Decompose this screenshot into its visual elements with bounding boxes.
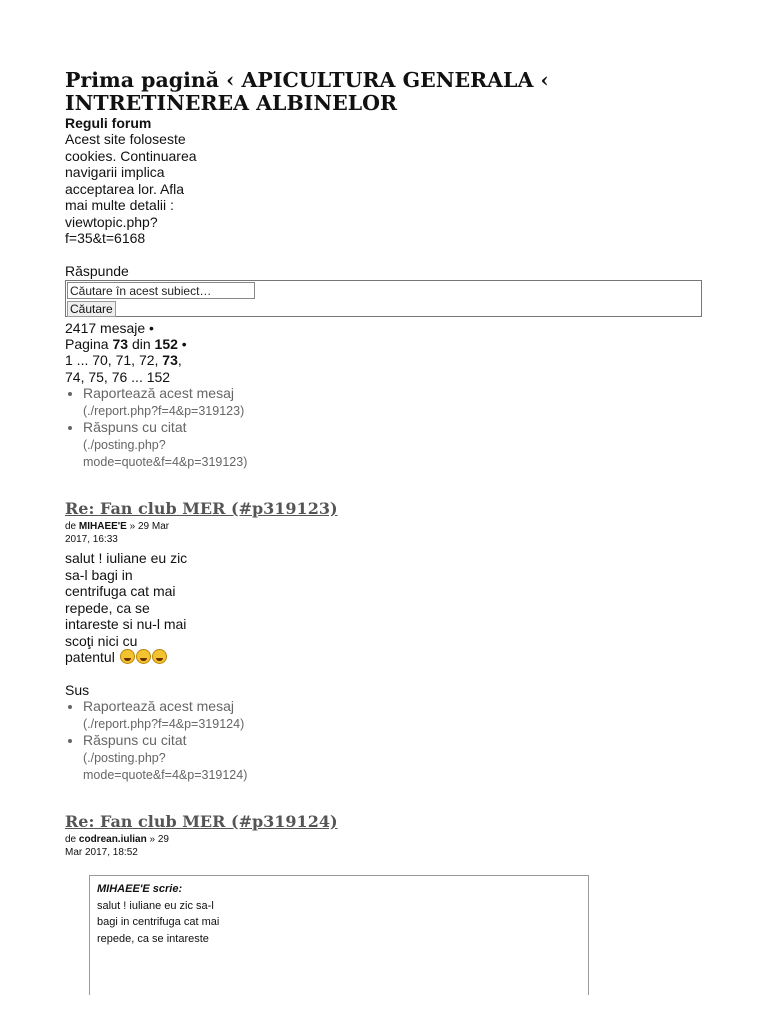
quote-link[interactable]: Răspuns cu citat — [83, 419, 187, 435]
report-url[interactable]: (./report.php?f=4&p=319123) — [83, 403, 245, 418]
page-label: Pagina — [65, 336, 109, 352]
pagination-pages-before[interactable]: 1 ... 70, 71, 72, — [65, 352, 159, 368]
post-actions-top — [65, 385, 273, 471]
breadcrumb-separator: ‹ — [533, 68, 549, 92]
rules-link[interactable]: Reguli forum — [65, 115, 152, 131]
post-actions-mid — [65, 698, 273, 784]
quote-action[interactable] — [83, 419, 273, 471]
messages-count: 2417 mesaje • — [65, 320, 154, 336]
post-text: salut ! iuliane eu zic sa-l bagi in centrifuga cat mai repede, ca se intareste si nu-l mai scoţi nici cu patentul — [65, 550, 188, 665]
quote-url[interactable]: (./posting.php?mode=quote&f=4&p=319124) — [83, 750, 248, 782]
pagination-links[interactable]: 1 ... 70, 71, 72, 73, 74, 75, 76 ... 152 — [65, 352, 182, 385]
post-body — [65, 550, 190, 666]
post-meta — [65, 833, 185, 859]
post-by: de — [65, 834, 77, 845]
breadcrumb-forum[interactable]: APICULTURA GENERALA — [241, 68, 534, 92]
wink-smiley-icon — [152, 649, 167, 664]
page-of: din — [131, 336, 151, 352]
quote-author: MIHAEE'E scrie: — [97, 883, 183, 895]
post-date: » 29 Mar 2017, 16:33 — [65, 521, 170, 545]
grin-smiley-icon — [136, 649, 151, 664]
page-indicator: Pagina 73 din 152 • — [65, 336, 187, 352]
post-meta — [65, 520, 185, 546]
quote-text: salut ! iuliane eu zic sa-l bagi in centrifuga cat mai repede, ca se intareste — [97, 899, 220, 945]
topic-search-form — [65, 280, 702, 317]
report-link[interactable]: Raportează acest mesaj — [83, 385, 234, 401]
breadcrumb — [65, 69, 705, 115]
page-total: 152 — [154, 336, 178, 352]
report-link[interactable]: Raportează acest mesaj — [83, 698, 234, 714]
post-author[interactable]: codrean.iulian — [78, 834, 147, 845]
quote-action[interactable] — [83, 732, 273, 784]
post-title[interactable]: Re: Fan club MER (#p319123) — [65, 499, 338, 518]
pagination-pages-after[interactable]: 74, 75, 76 ... 152 — [65, 368, 171, 385]
quote-url[interactable]: (./posting.php?mode=quote&f=4&p=319123) — [83, 437, 248, 469]
search-input[interactable] — [67, 282, 255, 299]
pagination-pages-current: 73 — [162, 352, 178, 368]
post-author[interactable]: MIHAEE'E — [78, 521, 127, 532]
quote-block — [89, 875, 589, 995]
report-action[interactable] — [83, 385, 273, 419]
search-button[interactable]: Căutare — [67, 301, 116, 317]
page-current: 73 — [112, 336, 129, 352]
post-title[interactable]: Re: Fan club MER (#p319124) — [65, 812, 338, 831]
breadcrumb-separator: ‹ — [219, 68, 242, 92]
breadcrumb-home[interactable]: Prima pagină — [65, 68, 220, 92]
back-to-top-link[interactable]: Sus — [65, 682, 90, 698]
post-date: » 29 Mar 2017, 18:52 — [65, 834, 169, 858]
report-url[interactable]: (./report.php?f=4&p=319124) — [83, 716, 245, 731]
breadcrumb-subforum[interactable]: INTRETINEREA ALBINELOR — [65, 91, 398, 115]
grin-smiley-icon — [120, 649, 135, 664]
reply-link[interactable]: Răspunde — [65, 263, 129, 279]
quote-link[interactable]: Răspuns cu citat — [83, 732, 187, 748]
cookie-notice: Acest site foloseste cookies. Continuarea navigarii implica acceptarea lor. Afla mai multe detalii : viewtopic.php?f=35&t=6168 — [65, 131, 197, 246]
post-by: de — [65, 521, 77, 532]
report-action[interactable] — [83, 698, 273, 732]
